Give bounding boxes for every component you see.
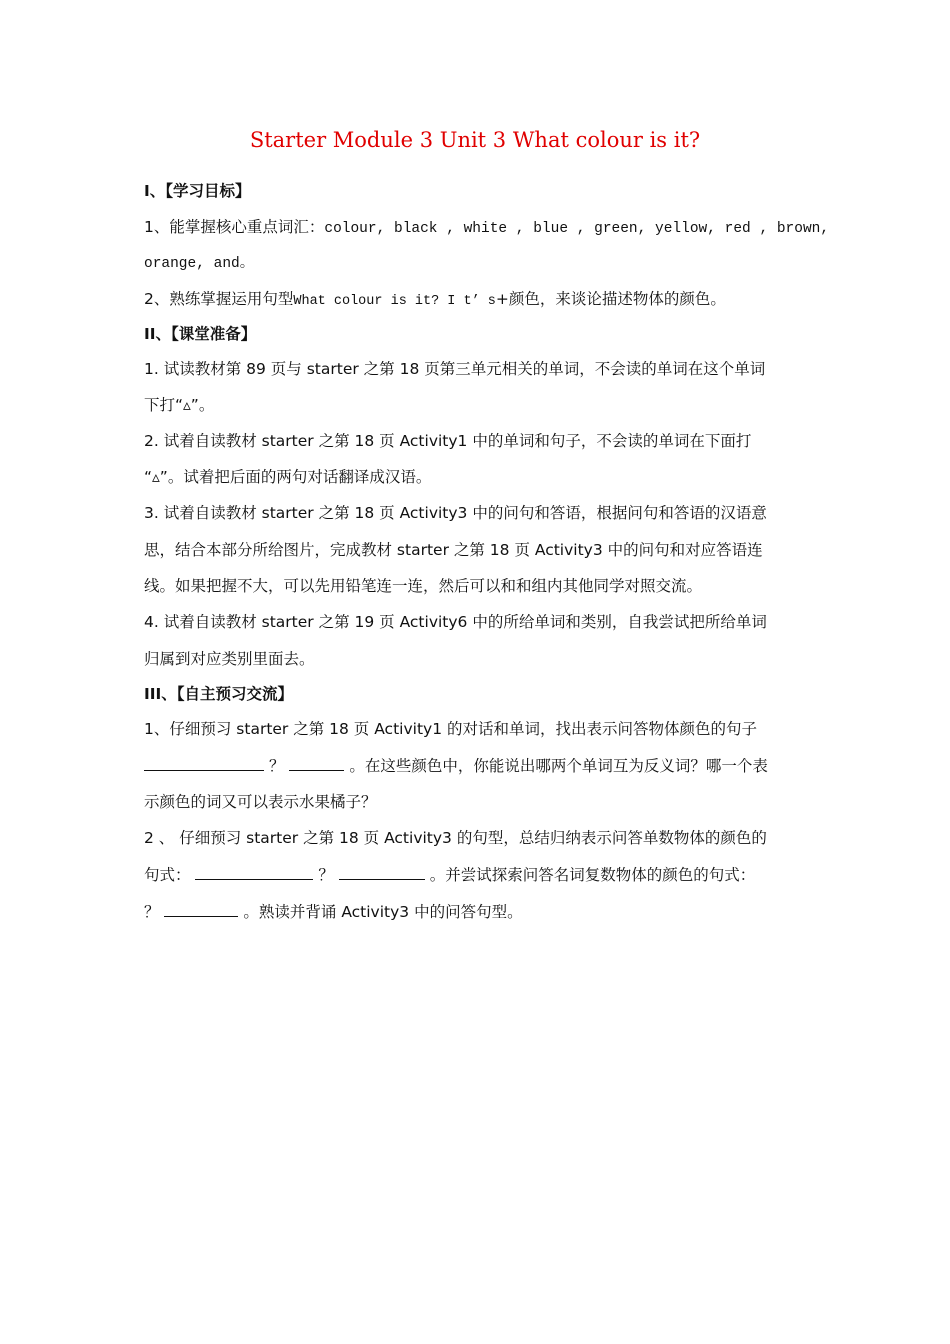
- s2-item4-line2: 归属到对应类别里面去。: [144, 650, 315, 668]
- question-mark: ？: [268, 757, 285, 775]
- s1-item2-rest: +颜色，来谈论描述物体的颜色。: [495, 290, 726, 308]
- answer-blank[interactable]: [195, 865, 313, 880]
- s3-item2-line2-rest: 。并尝试探索问答名词复数物体的颜色的句式：: [429, 866, 756, 884]
- s3-item1-line1: 1、仔细预习 starter 之第 18 页 Activity1 的对话和单词，找出表示问答物体颜色的句子: [144, 720, 757, 738]
- s2-item3-line2: 思，结合本部分所给图片，完成教材 starter 之第 18 页 Activity3 中的问句和对应答语连: [144, 541, 763, 559]
- s3-item1-line2: [144, 755, 814, 777]
- s2-item2-line1: 2. 试着自读教材 starter 之第 18 页 Activity1 中的单词和句子，不会读的单词在下面打: [144, 432, 752, 450]
- s2-item4-line1: 4. 试着自读教材 starter 之第 19 页 Activity6 中的所给单词和类别，自我尝试把所给单词: [144, 613, 767, 631]
- s1-item2-pattern: What colour is it? I t’ s: [293, 294, 496, 309]
- section-1-heading: I、【学习目标】: [144, 182, 251, 200]
- section-2-heading: II、【课堂准备】: [144, 325, 257, 343]
- s3-item2-line3-rest: 。熟读并背诵 Activity3 中的问答句型。: [243, 903, 523, 921]
- s2-item1-line1: 1. 试读教材第 89 页与 starter 之第 18 页第三单元相关的单词，不会读的单词在这个单词: [144, 360, 766, 378]
- s2-item1-line2: 下打“▵”。: [144, 396, 215, 414]
- document-title: Starter Module 3 Unit 3 What colour is it?: [249, 128, 701, 152]
- s2-item2-line2: “▵”。试着把后面的两句对话翻译成汉语。: [144, 468, 432, 486]
- question-mark: ？: [144, 903, 160, 921]
- section-3-heading: III、【自主预习交流】: [144, 685, 294, 703]
- s1-item1-line2: orange, and。: [144, 256, 255, 272]
- s3-item2-line2: [144, 864, 814, 886]
- s2-item3-line3: 线。如果把握不大，可以先用铅笔连一连，然后可以和和组内其他同学对照交流。: [144, 577, 703, 595]
- s1-item2-label: 2、熟练掌握运用句型: [144, 290, 294, 308]
- s3-item1-line3: 示颜色的词又可以表示水果橘子？: [144, 793, 377, 811]
- question-mark: ？: [318, 866, 334, 884]
- s3-item2-label: 句式：: [144, 866, 191, 884]
- s1-item2: [144, 288, 814, 313]
- s1-item1-label: 1、能掌握核心重点词汇：: [144, 218, 325, 236]
- s3-item1-line2-rest: 。在这些颜色中，你能说出哪两个单词互为反义词？哪一个表: [349, 757, 768, 775]
- s1-item1-words: colour, black , white , blue , green, yellow, red , brown,: [324, 221, 830, 237]
- answer-blank[interactable]: [339, 865, 425, 880]
- s2-item3-line1: 3. 试着自读教材 starter 之第 18 页 Activity3 中的问句和答语，根据问句和答语的汉语意: [144, 504, 767, 522]
- s1-item1-line1: [144, 216, 830, 240]
- answer-blank[interactable]: [289, 756, 344, 771]
- answer-blank[interactable]: [144, 756, 264, 771]
- s3-item2-line1: 2 、 仔细预习 starter 之第 18 页 Activity3 的句型，总结归纳表示问答单数物体的颜色的: [144, 829, 767, 847]
- s3-item2-line3: [144, 901, 814, 923]
- answer-blank[interactable]: [164, 902, 238, 917]
